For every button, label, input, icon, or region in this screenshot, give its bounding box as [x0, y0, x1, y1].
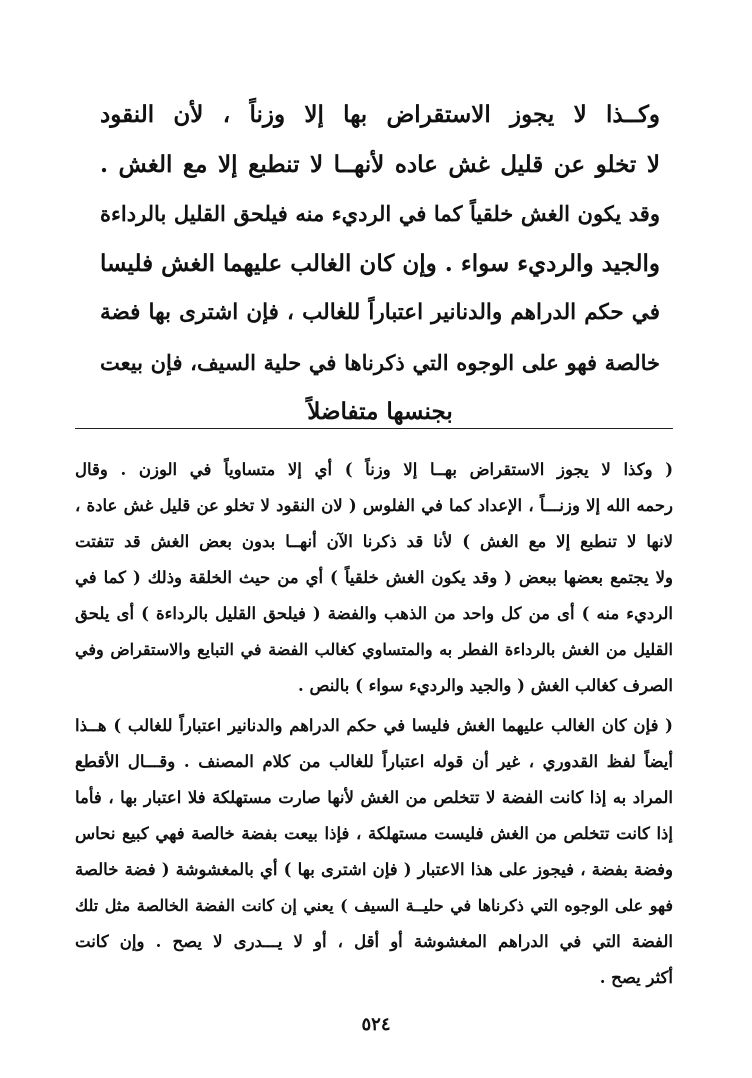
main-text-line: بجنسها متفاضلاً [307, 398, 453, 425]
main-text-line: والجيد والرديء سواء . وإن كان الغالب عليهما الغش فليسا [100, 249, 660, 277]
commentary-line: فهو على الوجوه التي ذكرناها في حليــة السيف ) يعني إن كانت الفضة الخالصة مثل تلك [75, 896, 673, 915]
main-text-block [100, 90, 660, 437]
commentary-paragraph-1 [75, 452, 673, 704]
commentary-paragraph-2 [75, 708, 673, 996]
commentary-line: الرديء منه ) أى من كل واحد من الذهب والفضة ( فيلحق القليل بالرداءة ) أى يلحق [75, 604, 673, 623]
page-number: ٥٢٤ [361, 1014, 391, 1035]
commentary-line: الفضة التي في الدراهم المغشوشة أو أقل ، أو لا يـــدرى لا يصح . وإن كانت [75, 932, 673, 951]
main-text-line: خالصة فهو على الوجوه التي ذكرناها في حلية السيف، فإن بيعت [100, 349, 660, 375]
commentary-line: المراد به إذا كانت الفضة لا تتخلص من الغش لأنها صارت مستهلكة فلا اعتبار بها ، فأما [75, 788, 673, 807]
commentary-line: أكثر يصح . [599, 968, 673, 987]
commentary-line: إذا كانت تتخلص من الغش فليست مستهلكة ، فإذا بيعت بفضة خالصة فهي كبيع نحاس [75, 824, 673, 843]
commentary-line: وفضة بفضة ، فيجوز على هذا الاعتبار ( فإن اشترى بها ) أي بالمغشوشة ( فضة خالصة [75, 860, 673, 879]
commentary-line: أيضاً لفظ القدوري ، غير أن قوله اعتباراً للغالب من كلام المصنف . وقـــال الأقطع [75, 752, 673, 771]
main-text-line: وكــذا لا يجوز الاستقراض بها إلا وزناً ، لأن النقود [100, 101, 660, 128]
commentary-line: ولا يجتمع بعضها ببعض ( وقد يكون الغش خلقياً ) أي من حيث الخلقة وذلك ( كما في [75, 568, 673, 587]
main-text-line: لا تخلو عن قليل غش عاده لأنهــا لا تنطبع إلا مع الغش . [100, 150, 660, 178]
commentary-line: لانها لا تنطبع إلا مع الغش ) لأنا قد ذكرنا الآن أنهــا بدون بعض الغش قد تتفتت [75, 532, 673, 551]
commentary-line: ( وكذا لا يجوز الاستقراض بهــا إلا وزناً ) أي إلا متساوياً في الوزن . وقال [75, 460, 673, 479]
commentary-line: الصرف كغالب الغش ( والجيد والرديء سواء ) بالنص . [298, 676, 673, 695]
commentary-line: ( فإن كان الغالب عليهما الغش فليسا في حكم الدراهم والدنانير اعتباراً للغالب ) هــذا [75, 716, 673, 735]
main-text-line: وقد يكون الغش خلقياً كما في الرديء منه فيلحق القليل بالرداءة [100, 201, 660, 226]
separator-rule [75, 428, 673, 429]
commentary-line: رحمه الله إلا وزنـــاً ، الإعداد كما في الفلوس ( لان النقود لا تخلو عن قليل غش عادة ، [75, 496, 673, 515]
main-text-line: في حكم الدراهم والدنانير اعتباراً للغالب ، فإن اشترى بها فضة [100, 300, 660, 325]
commentary-block [75, 452, 673, 996]
commentary-line: القليل من الغش بالرداءة الفطر به والمتساوي كغالب الفضة في التبايع والاستقراض وفي [75, 640, 673, 659]
